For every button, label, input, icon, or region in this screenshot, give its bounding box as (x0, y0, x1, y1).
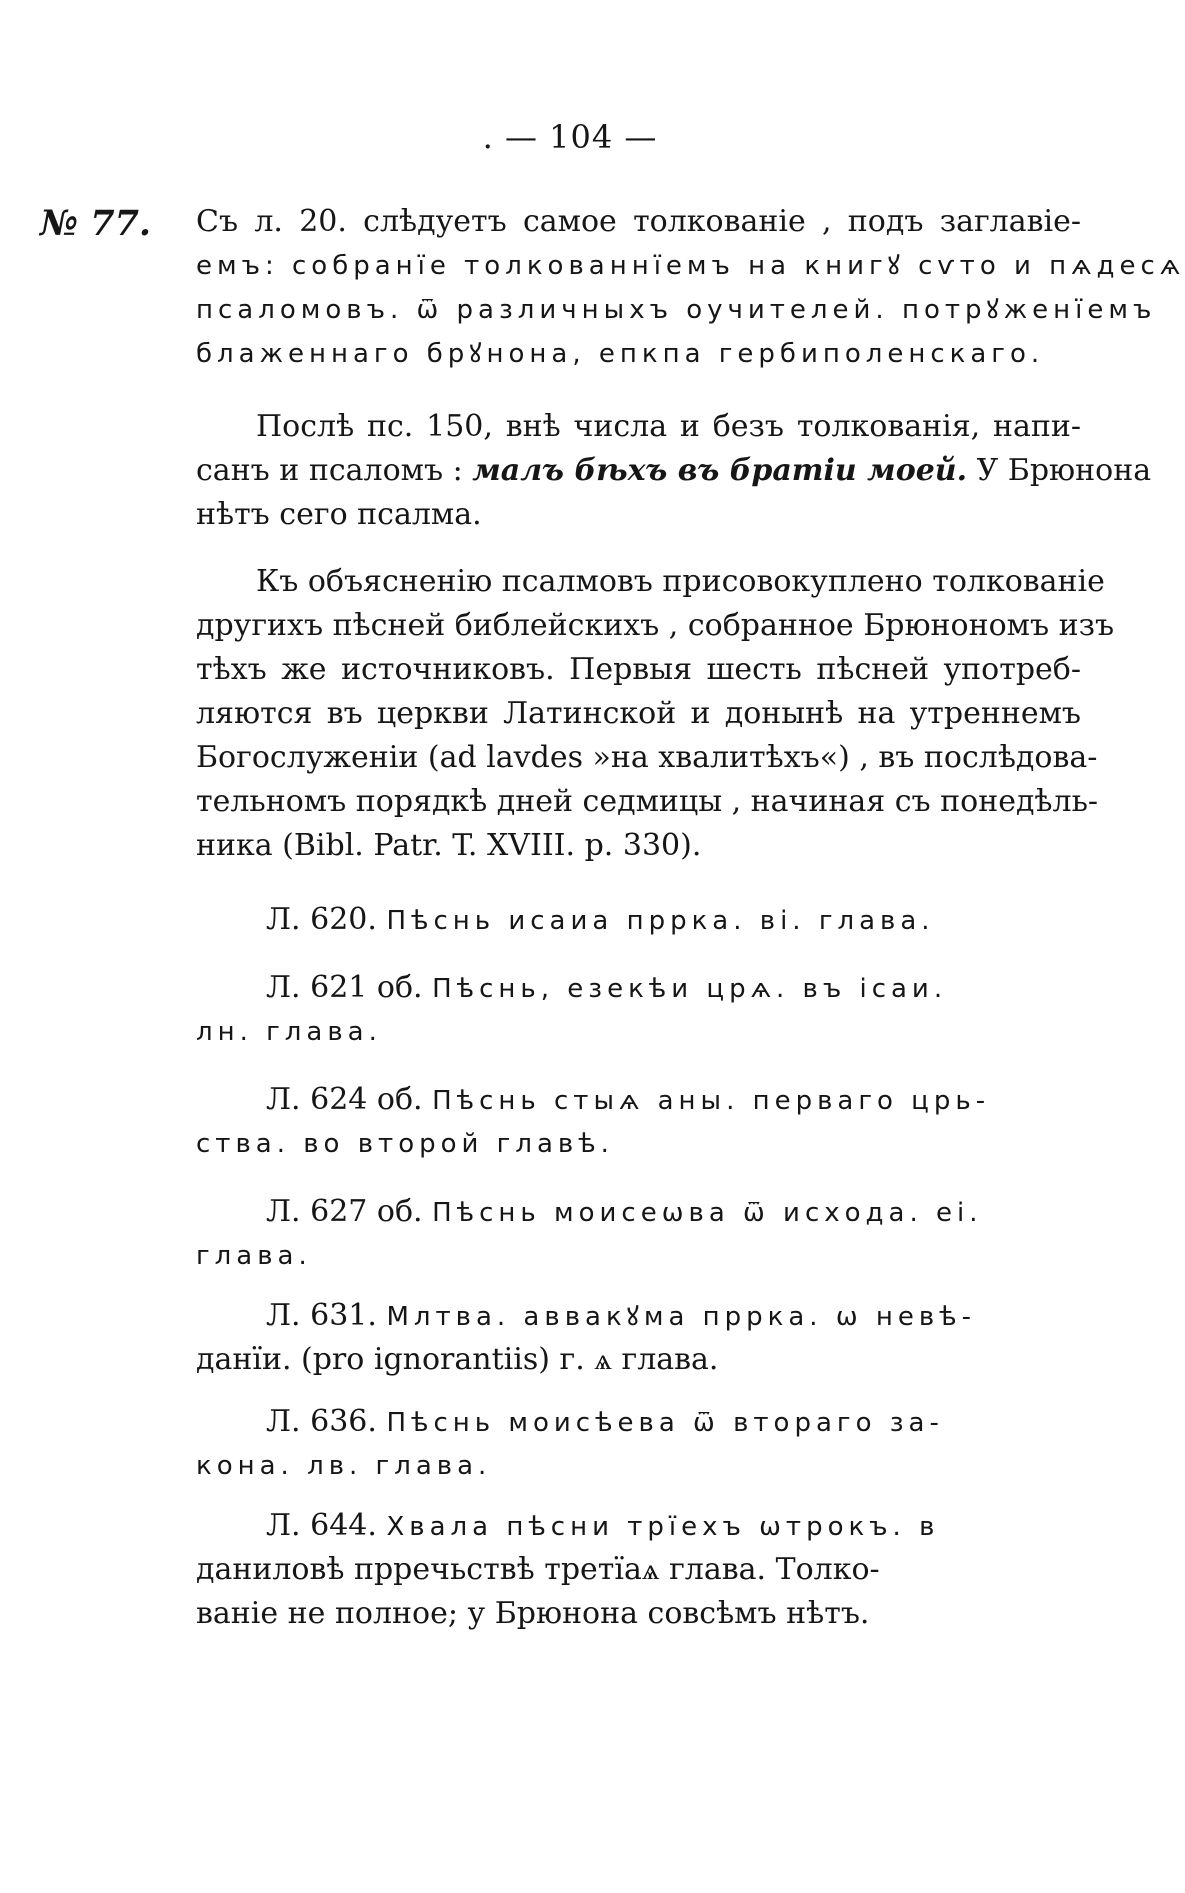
italic-quote: малъ бѣхъ въ братіи моей. (472, 453, 968, 488)
slavonic-text: Млтва. аввакꙋма пррка. ѡ невѣ- (386, 1302, 977, 1332)
text-line: другихъ пѣсней библейскихъ , собранное Брюнономъ изъ (196, 608, 1115, 643)
text-fragment: санъ и псаломъ : (196, 453, 463, 488)
text-line: ляются въ церкви Латинской и донынѣ на утреннемъ (196, 696, 1081, 731)
slavonic-text: Хвала пѣсни трїехъ ѡтрокъ. в (386, 1512, 940, 1542)
slavonic-text: Пѣснь исаиа пррка. ві. глава. (386, 906, 935, 936)
slavonic-text: Пѣснь стыѧ аны. перваго црь- (432, 1086, 991, 1116)
text-line: Съ л. 20. слѣдуетъ самое толкованіе , подъ заглавіе- (196, 204, 1081, 239)
slavonic-text: Пѣснь, езекѣи црѧ. въ ісаи. (432, 974, 948, 1004)
slavonic-line: ства. во второй главѣ. (196, 1129, 614, 1159)
folio-ref: Л. 620. (266, 902, 377, 937)
folio-ref: Л. 631. (266, 1298, 377, 1333)
text-line: тельномъ порядкѣ дней седмицы , начиная съ понедѣль- (196, 784, 1099, 819)
entry-631 (196, 1294, 1081, 1382)
slavonic-text: Пѣснь моисеѡва ѿ исхода. еі. (432, 1198, 983, 1228)
text-line: Къ объясненію псалмовъ присовокуплено толкованіе (256, 564, 1105, 599)
entry-621 (196, 966, 1081, 1054)
page-number-header: . — 104 — (482, 118, 658, 156)
entry-line (196, 1400, 1081, 1444)
text-line: Богослуженіи (ad lavdes »на хвалитѣхъ«) , въ послѣдова- (196, 740, 1098, 775)
folio-ref: Л. 627 об. (266, 1194, 423, 1229)
slavonic-line: псаломовъ. ѿ различныхъ оучителей. потрꙋженїемъ (196, 295, 1157, 325)
entry-636 (196, 1400, 1081, 1488)
slavonic-line: кона. лв. глава. (196, 1451, 492, 1481)
folio-ref: Л. 621 об. (266, 970, 423, 1005)
folio-ref: Л. 644. (266, 1508, 377, 1543)
entry-624 (196, 1078, 1081, 1166)
text-line: тѣхъ же источниковъ. Первыя шесть пѣсней употреб- (196, 652, 1081, 687)
entry-line (196, 966, 1081, 1010)
slavonic-line: глава. (196, 1241, 312, 1271)
text-fragment: У Брюнона (976, 453, 1152, 488)
text-line: ваніе не полное; у Брюнона совсѣмъ нѣтъ. (196, 1596, 870, 1631)
paragraph-psalm-note (196, 405, 1152, 537)
text-line: Послѣ пс. 150, внѣ числа и безъ толкованія, напи- (256, 409, 1081, 444)
slavonic-line: лн. глава. (196, 1017, 382, 1047)
paragraph-songs (196, 560, 1115, 868)
slavonic-line: данїи. (pro ignorantiis) г. ѧ глава. (196, 1342, 719, 1377)
slavonic-text: Пѣснь моисѣева ѿ втораго за- (386, 1408, 944, 1438)
entry-line (196, 1294, 1081, 1338)
slavonic-line: блаженнаго брꙋнона, епкпа гербиполенскаго. (196, 339, 1045, 369)
entry-620 (196, 898, 1081, 942)
entry-number: № 77. (40, 203, 152, 244)
mixed-line: даниловѣ прречьствѣ третїаѧ глава. Толко- (196, 1552, 880, 1587)
text-line: нѣтъ сего псалма. (196, 497, 482, 532)
slavonic-line: емъ: собранїе толкованнїемъ на книгꙋ сѵто и пѧдесѧ (196, 251, 1185, 281)
paragraph-intro (196, 200, 1185, 376)
entry-627 (196, 1190, 1081, 1278)
entry-line (196, 1190, 1081, 1234)
entry-644 (196, 1504, 1081, 1636)
entry-line (196, 1504, 1081, 1548)
text-line: ника (Bibl. Patr. T. XVIII. p. 330). (196, 828, 702, 863)
entry-line (196, 1078, 1081, 1122)
folio-ref: Л. 624 об. (266, 1082, 423, 1117)
entry-line (196, 898, 1081, 942)
text-line (196, 449, 1152, 493)
folio-ref: Л. 636. (266, 1404, 377, 1439)
